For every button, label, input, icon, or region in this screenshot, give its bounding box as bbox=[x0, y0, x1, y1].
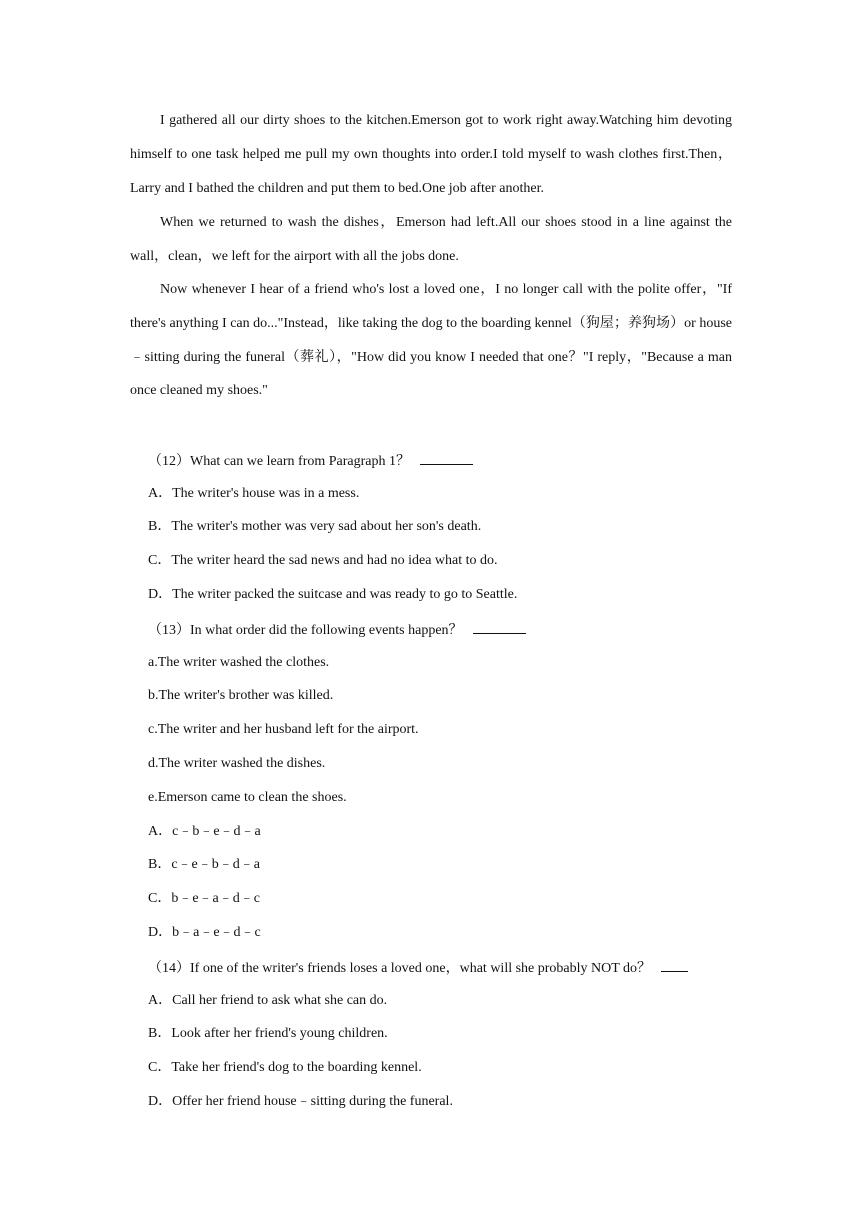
answer-blank[interactable] bbox=[661, 957, 688, 972]
question-number: （13） bbox=[148, 623, 190, 638]
passage-paragraph-2: When we returned to wash the dishes，Emerson had left.All our shoes stood in a line against the wall，clean，we left for the airport with all the jobs done. bbox=[130, 215, 732, 264]
event-item-c: c.The writer and her husband left for the airport. bbox=[148, 722, 419, 737]
option-d[interactable]: D．Offer her friend house﹣sitting during the funeral. bbox=[148, 1094, 453, 1109]
question-14 bbox=[148, 957, 688, 979]
question-text: What can we learn from Paragraph 1？ bbox=[190, 454, 411, 469]
answer-blank[interactable] bbox=[473, 619, 526, 634]
question-number: （14） bbox=[148, 961, 190, 976]
option-c[interactable]: C．b﹣e﹣a﹣d﹣c bbox=[148, 891, 260, 906]
question-12 bbox=[148, 450, 473, 472]
option-c[interactable]: C．Take her friend's dog to the boarding kennel. bbox=[148, 1060, 422, 1075]
option-d[interactable]: D．The writer packed the suitcase and was ready to go to Seattle. bbox=[148, 587, 518, 602]
question-text: If one of the writer's friends loses a loved one，what will she probably NOT do？ bbox=[190, 961, 652, 976]
question-text: In what order did the following events happen？ bbox=[190, 623, 463, 638]
event-item-e: e.Emerson came to clean the shoes. bbox=[148, 790, 347, 805]
option-c[interactable]: C．The writer heard the sad news and had no idea what to do. bbox=[148, 553, 498, 568]
event-item-b: b.The writer's brother was killed. bbox=[148, 688, 334, 703]
option-b[interactable]: B．The writer's mother was very sad about her son's death. bbox=[148, 519, 482, 534]
event-item-d: d.The writer washed the dishes. bbox=[148, 756, 326, 771]
option-b[interactable]: B．Look after her friend's young children. bbox=[148, 1026, 388, 1041]
answer-blank[interactable] bbox=[420, 450, 473, 465]
event-item-a: a.The writer washed the clothes. bbox=[148, 655, 330, 670]
option-d[interactable]: D．b﹣a﹣e﹣d﹣c bbox=[148, 925, 261, 940]
passage-paragraph-3: Now whenever I hear of a friend who's lost a loved one，I no longer call with the polite offer，"If there's anything I can do..."Instead，like taking the dog to the boarding kennel（狗屋；养狗场）or house﹣sitting during the funeral（葬礼），"How did you know I needed that one？"I reply，"Because a man once cleaned my shoes." bbox=[130, 282, 732, 399]
passage-paragraph-1: I gathered all our dirty shoes to the kitchen.Emerson got to work right away.Watching him devoting himself to one task helped me pull my own thoughts into order.I told myself to wash clothes first.Then，Larry and I bathed the children and put them to bed.One job after another. bbox=[130, 113, 732, 196]
question-number: （12） bbox=[148, 454, 190, 469]
option-b[interactable]: B．c﹣e﹣b﹣d﹣a bbox=[148, 857, 260, 872]
option-a[interactable]: A．c﹣b﹣e﹣d﹣a bbox=[148, 824, 261, 839]
question-13 bbox=[148, 619, 526, 641]
option-a[interactable]: A．Call her friend to ask what she can do. bbox=[148, 993, 388, 1008]
option-a[interactable]: A．The writer's house was in a mess. bbox=[148, 486, 360, 501]
